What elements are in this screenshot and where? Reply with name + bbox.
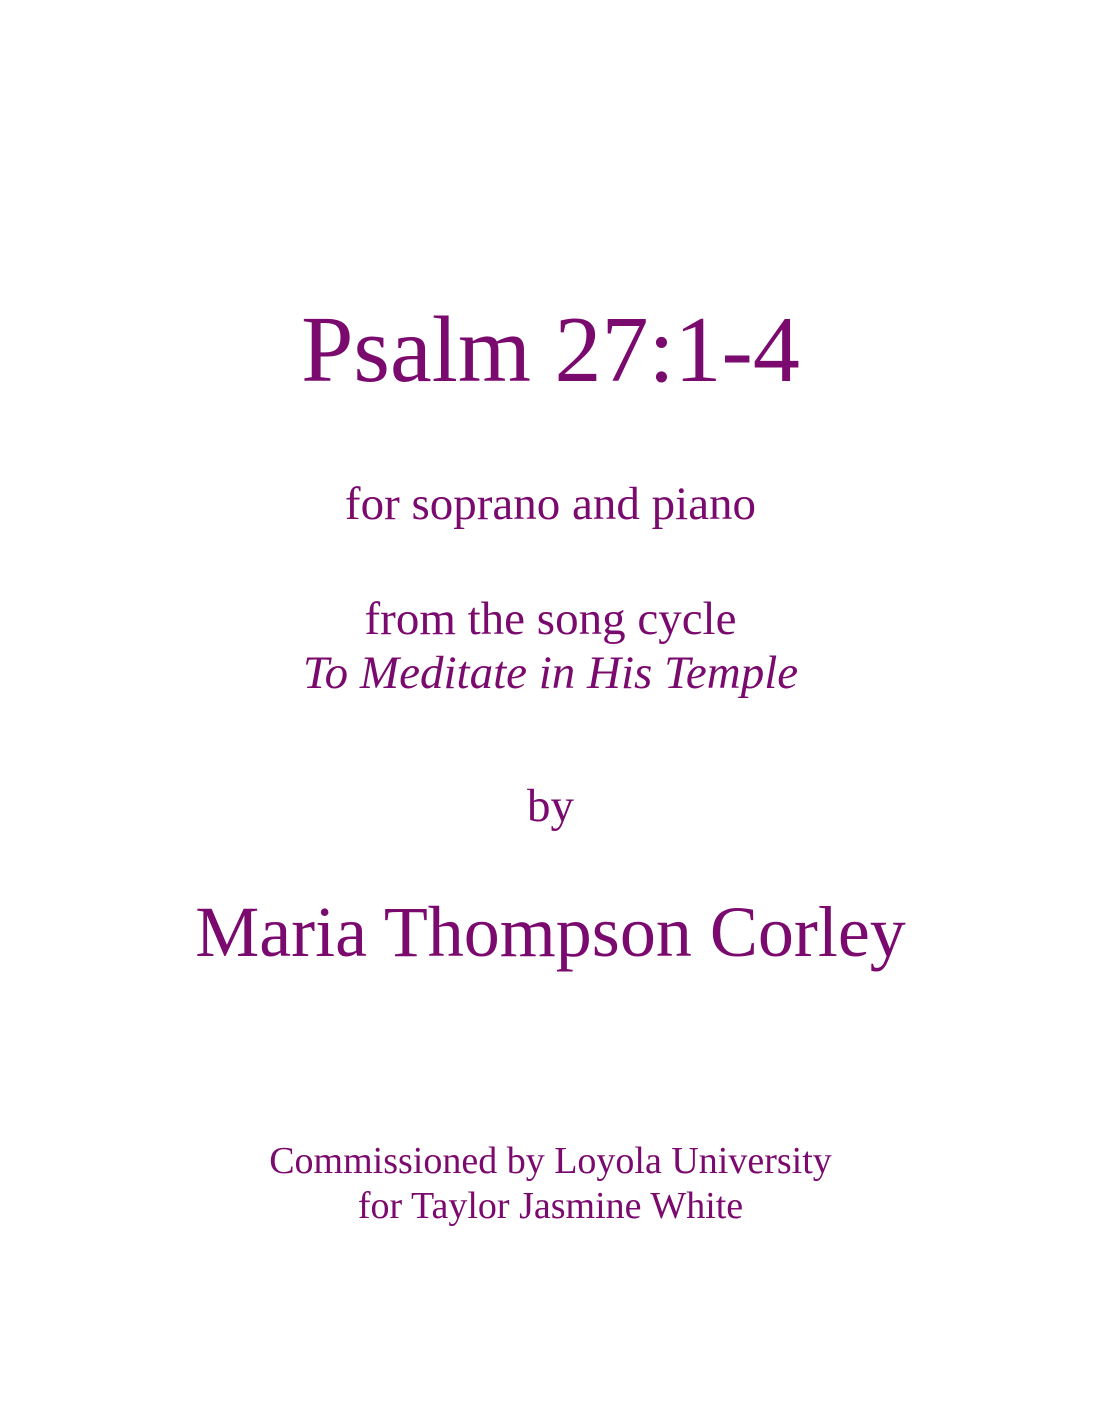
piece-title: Psalm 27:1-4 <box>301 298 800 402</box>
instrumentation: for soprano and piano <box>344 478 757 530</box>
composer-name: Maria Thompson Corley <box>195 892 906 972</box>
by-label: by <box>527 780 574 832</box>
dedicatee-line: for Taylor Jasmine White <box>357 1185 744 1227</box>
song-cycle-title: To Meditate in His Temple <box>302 647 799 699</box>
song-cycle-intro: from the song cycle <box>364 593 737 645</box>
commission-line: Commissioned by Loyola University <box>269 1140 832 1182</box>
